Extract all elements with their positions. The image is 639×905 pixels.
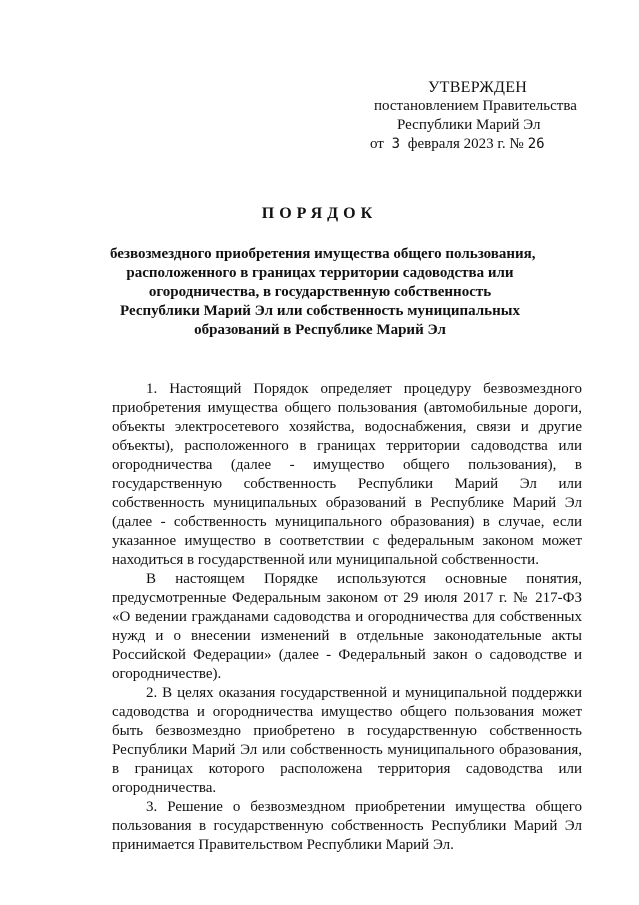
document-subtitle bbox=[110, 245, 536, 340]
approval-day: 3 bbox=[391, 136, 401, 152]
subtitle-line: Республики Марий Эл или собственность муниципальных bbox=[120, 303, 520, 319]
approval-date bbox=[360, 135, 600, 154]
paragraph-1: 1. Настоящий Порядок определяет процедуру безвозмездного приобретения имущества общего пользования (автомобильные дороги, объекты электросетевого хозяйства, водоснабжения, связи и другие объекты), расположенного в границах территории садоводства или огородничества (далее - имущество общего пользования), в государственную собственность Республики Марий Эл или собственность муниципальных образований в Республике Марий Эл (далее - собственность муниципального образования) в случае, если указанное имущество в соответствии с федеральным законом может находиться в государственной или муниципальной собственности. bbox=[112, 381, 582, 568]
paragraph-1-terms: В настоящем Порядке используются основные понятия, предусмотренные Федеральным законом от 29 июля 2017 г. № 217-ФЗ «О ведении гражданами садоводства и огородничества для собственных нужд и о внесении изменений в отдельные законодательные акты Российской Федерации» (далее - Федеральный закон о садоводстве и огородничестве). bbox=[112, 571, 582, 682]
approval-heading: УТВЕРЖДЕН bbox=[428, 79, 528, 96]
paragraph-2: 2. В целях оказания государственной и муниципальной поддержки садоводства и огородничества имущество общего пользования может быть безвозмездно приобретено в государственную собственность Республики Марий Эл или собственность муниципального образования, в границах которого расположена территория садоводства или огородничества. bbox=[112, 685, 582, 796]
approval-line-2: Республики Марий Эл bbox=[397, 117, 541, 133]
subtitle-line: расположенного в границах территории садоводства или bbox=[126, 265, 514, 281]
approval-date-prefix: от bbox=[370, 136, 384, 152]
document-title: ПОРЯДОК bbox=[261, 205, 378, 222]
subtitle-line: безвозмездного приобретения имущества общего пользования, bbox=[110, 246, 536, 262]
subtitle-line: огородничества, в государственную собственность bbox=[148, 284, 492, 300]
approval-line-1: постановлением Правительства bbox=[374, 98, 577, 114]
subtitle-line: образований в Республике Марий Эл bbox=[194, 322, 446, 338]
document-body bbox=[112, 380, 582, 855]
approval-month-year: февраля 2023 г. № bbox=[407, 136, 524, 152]
paragraph-3: 3. Решение о безвозмездном приобретении имущества общего пользования в государственную собственность Республики Марий Эл принимается Правительством Республики Марий Эл. bbox=[112, 799, 582, 853]
approval-stamp bbox=[360, 78, 600, 154]
approval-number: 26 bbox=[527, 136, 545, 152]
